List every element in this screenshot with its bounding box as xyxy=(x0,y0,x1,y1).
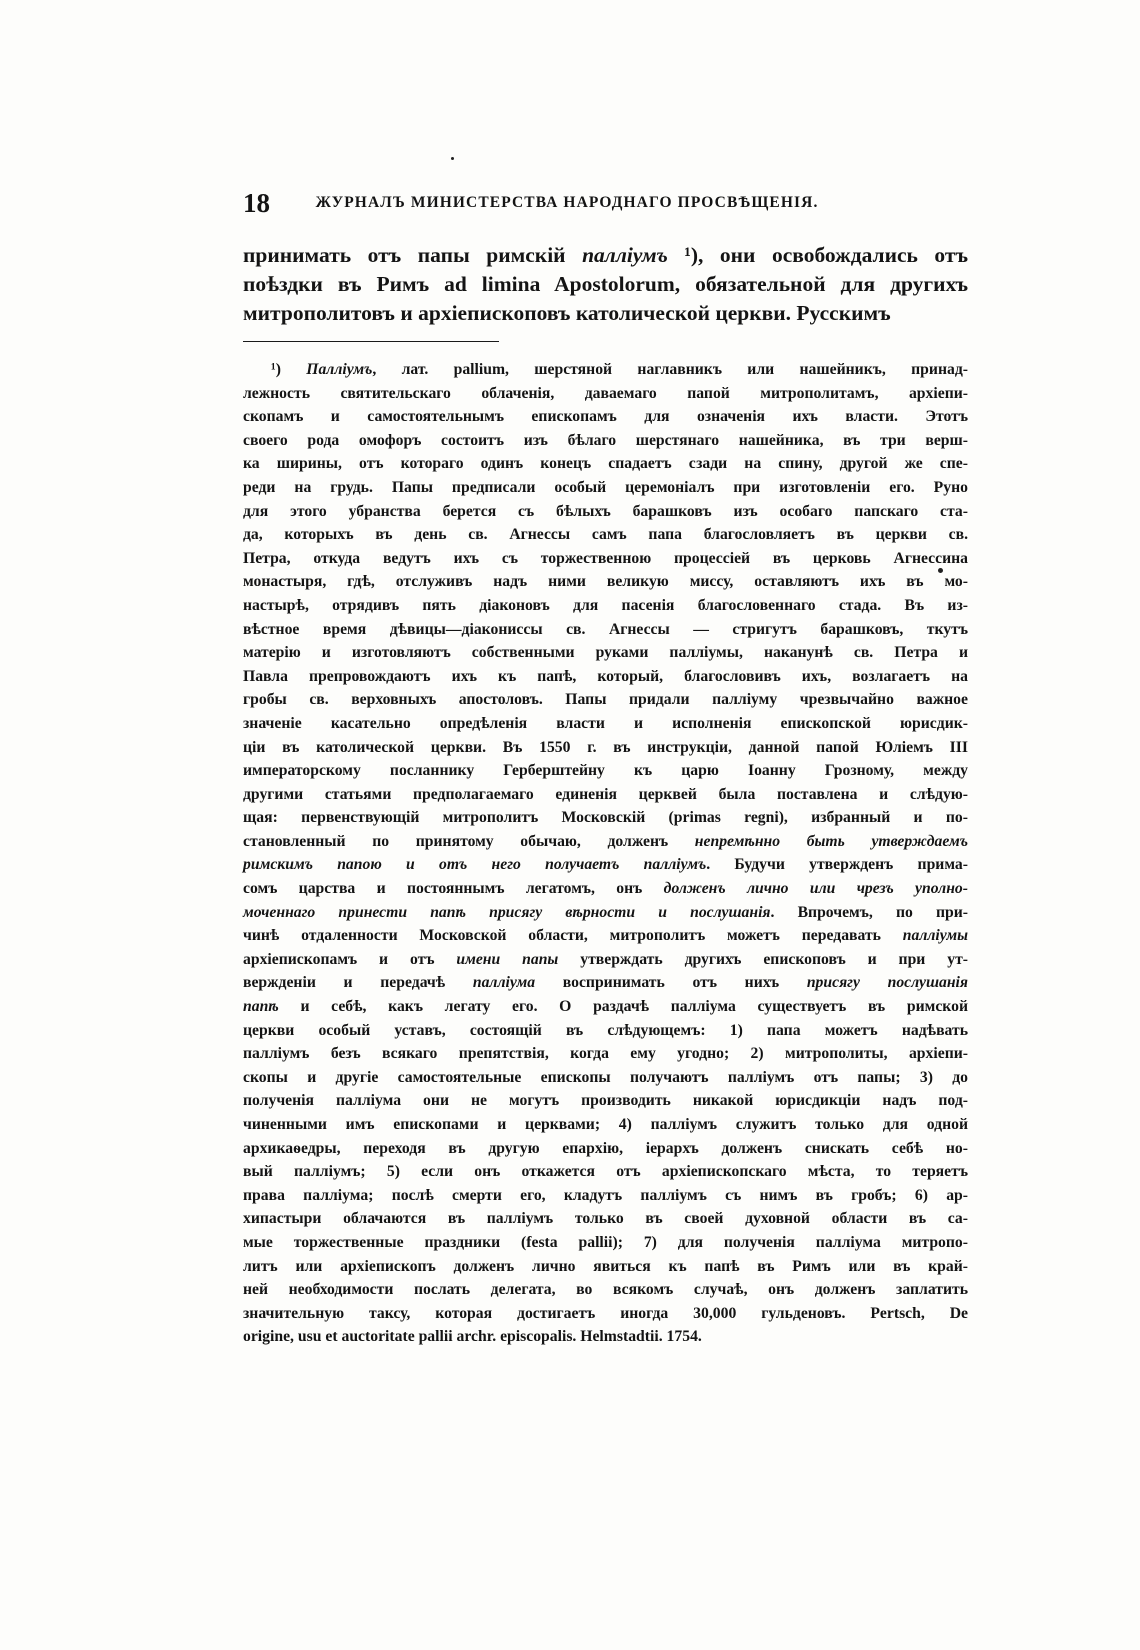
footnote-line: значительную таксу, которая достигаетъ иногда 30,000 гульденовъ. Pertsch, De xyxy=(243,1304,968,1322)
footnote-line: скопамъ и самостоятельнымъ епископамъ для означенія ихъ власти. Этотъ xyxy=(243,408,968,426)
footnote xyxy=(243,358,968,1349)
main-text xyxy=(243,241,968,328)
footnote-line: полученія палліума они не могутъ производить никакой юрисдикціи надъ под- xyxy=(243,1092,968,1110)
footnote-line: мые торжественные праздники (festa pallii); 7) для полученія палліума митропо- xyxy=(243,1233,968,1251)
footnote-line: архикаѳедры, переходя въ другую епархію, іерархъ долженъ снискать себѣ но- xyxy=(243,1139,968,1157)
emphasis: моченнаго принести папѣ присягу вѣрности и послушанія xyxy=(243,903,771,921)
footnote-line: щая: первенствующій митрополитъ Московскій (primas regni), избранный и по- xyxy=(243,809,968,827)
page-header xyxy=(243,186,891,220)
emphasis: палліумъ xyxy=(582,243,668,267)
footnote-line: хипастыри облачаются въ палліумъ только въ своей духовной области въ са- xyxy=(243,1210,968,1228)
emphasis: долженъ лично или чрезъ уполно- xyxy=(663,880,969,898)
emphasis: непремѣнно быть утверждаемъ xyxy=(694,832,968,850)
footnote-line: настырѣ, отрядивъ пять діаконовъ для пасенія благословеннаго стада. Въ из- xyxy=(243,596,968,614)
footnote-line: вержденіи и передачѣ палліума воспринимать отъ нихъ присягу послушанія xyxy=(243,974,968,992)
footnote-line: становленный по принятому обычаю, долженъ непремѣнно быть утверждаемъ xyxy=(243,832,968,850)
main-text-line: поѣздки въ Римъ ad limina Apostolorum, обязательной для другихъ xyxy=(243,272,968,296)
footnote-line: реди на грудь. Папы предписали особый церемоніалъ при изготовленіи его. Руно xyxy=(243,478,968,496)
footnote-line: другими статьями предполагаемаго единенія церквей была поставлена и слѣдую- xyxy=(243,785,968,803)
running-title: ЖУРНАЛЪ МИНИСТЕРСТВА НАРОДНАГО ПРОСВѢЩЕНІЯ. xyxy=(315,194,819,211)
emphasis: палліума xyxy=(472,974,536,992)
main-text-line: митрополитовъ и архіепископовъ католической церкви. Русскимъ xyxy=(243,301,891,325)
footnote-line: сомъ царства и постояннымъ легатомъ, онъ долженъ лично или чрезъ уполно- xyxy=(243,880,969,898)
footnote-line: гробы св. верховныхъ апостоловъ. Папы придали палліуму чрезвычайно важное xyxy=(243,691,968,709)
footnote-line: права палліума; послѣ смерти его, кладутъ палліумъ съ нимъ въ гробъ; 6) ар- xyxy=(243,1186,968,1204)
footnote-line: римскимъ папою и отъ него получаетъ палліумъ. Будучи утвержденъ прима- xyxy=(243,856,968,874)
page-number: 18 xyxy=(243,188,270,218)
footnote-line: чинѣ отдаленности Московской области, митрополитъ можетъ передавать палліумы xyxy=(243,927,968,945)
emphasis: Палліумъ xyxy=(306,361,373,378)
main-text-line: принимать отъ папы римскій палліумъ ¹), они освобождались отъ xyxy=(243,243,968,267)
footnote-separator-rule xyxy=(243,341,499,342)
footnote-line: значеніе касательно опредѣленія власти и исполненія епископской юрисдик- xyxy=(243,714,968,732)
footnote-line: Петра, откуда ведутъ ихъ съ торжественною процессіей въ церковь Агнессина xyxy=(243,549,968,567)
emphasis: папѣ xyxy=(243,998,279,1016)
footnote-line: Павла препровождаютъ ихъ къ папѣ, который, благословивъ ихъ, возлагаетъ на xyxy=(243,667,968,685)
ink-speck xyxy=(451,157,454,160)
footnote-line: архіепископамъ и отъ имени папы утверждать другихъ епископовъ и при ут- xyxy=(243,950,969,968)
footnote-line: ней необходимости послать делегата, во всякомъ случаѣ, онъ долженъ заплатить xyxy=(243,1281,968,1299)
footnote-line: императорскому посланнику Герберштейну къ царю Іоанну Грозному, между xyxy=(243,762,968,780)
footnote-line: палліумъ безъ всякаго препятствія, когда ему угодно; 2) митрополиты, архіепи- xyxy=(243,1045,968,1063)
footnote-line: чиненными имъ епископами и церквами; 4) палліумъ служитъ только для одной xyxy=(243,1116,968,1133)
footnote-line: вый палліумъ; 5) если онъ откажется отъ архіепископскаго мѣста, то теряетъ xyxy=(243,1163,968,1181)
emphasis: имени папы xyxy=(456,950,559,968)
emphasis: римскимъ папою и отъ него получаетъ палліумъ xyxy=(243,856,707,874)
footnote-line: скопы и другіе самостоятельные епископы получаютъ палліумъ отъ папы; 3) до xyxy=(243,1068,968,1086)
footnote-line: ¹) Палліумъ, лат. pallium, шерстяной наглавникъ или нашейникъ, принад- xyxy=(271,361,968,378)
footnote-line: литъ или архіепископъ долженъ лично явиться къ папѣ въ Римъ или въ край- xyxy=(243,1257,968,1275)
footnote-line: ка ширины, отъ котораго одинъ конецъ спадаетъ сзади на спину, другой же спе- xyxy=(243,455,968,473)
footnote-line: церкви особый уставъ, состоящій въ слѣдующемъ: 1) папа можетъ надѣвать xyxy=(243,1021,968,1039)
footnote-line: своего рода омофоръ состоитъ изъ бѣлаго шерстянаго нашейника, въ три верш- xyxy=(243,431,968,449)
footnote-line: монастыря, гдѣ, отслуживъ надъ ними великую миссу, оставляютъ ихъ въ мо- xyxy=(243,573,968,591)
footnote-line: origine, usu et auctoritate pallii archr. episcopalis. Helmstadtii. 1754. xyxy=(243,1328,702,1346)
footnote-line: да, которыхъ въ день св. Агнесcы самъ папа благословляетъ въ церкви св. xyxy=(243,526,968,544)
footnote-line: вѣстное время дѣвицы—діакониссы св. Агнессы — стригутъ барашковъ, ткутъ xyxy=(243,620,968,638)
footnote-line: папѣ и себѣ, какъ легату его. О раздачѣ палліума существуетъ въ римской xyxy=(243,998,968,1016)
footnote-line: ціи въ католической церкви. Въ 1550 г. въ инструкціи, данной папой Юліемъ III xyxy=(243,738,968,756)
footnote-line: для этого убранства берется съ бѣлыхъ барашковъ изъ особаго папскаго ста- xyxy=(243,502,968,520)
emphasis: присягу послушанія xyxy=(806,974,968,992)
emphasis: палліумы xyxy=(902,927,968,945)
footnote-line: лежность святительскаго облаченія, даваемаго папой митрополитамъ, архіепи- xyxy=(243,384,968,402)
footnote-line: моченнаго принести папѣ присягу вѣрности и послушанія. Впрочемъ, по при- xyxy=(243,903,969,921)
footnote-line: матерію и изготовляютъ собственными руками палліумы, наканунѣ св. Петра и xyxy=(243,644,968,662)
